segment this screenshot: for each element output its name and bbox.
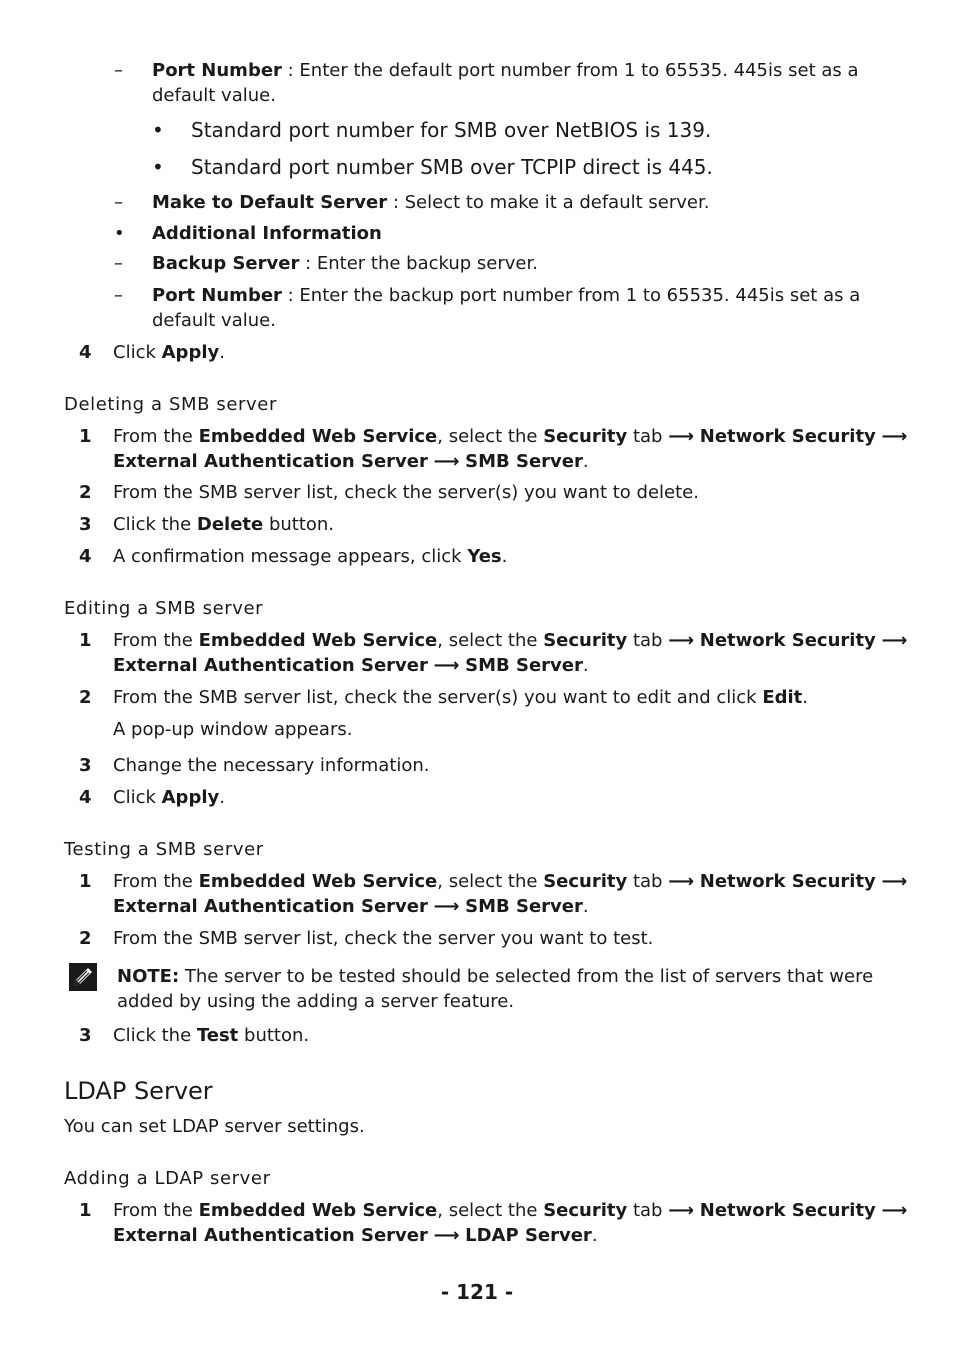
arrow-icon: ⟶: [668, 426, 695, 447]
list-item: Port Number : Enter the backup port number from 1 to 65535. 445is set as a: [152, 285, 861, 306]
step-text-continuation: External Authentication Server ⟶ SMB Server.: [113, 451, 589, 472]
note-pencil-icon: [68, 962, 98, 992]
arrow-icon: ⟶: [433, 1225, 460, 1246]
list-item: Standard port number SMB over TCPIP direct is 445.: [191, 155, 713, 179]
bullet-marker: •: [152, 155, 164, 179]
arrow-icon: ⟶: [668, 630, 695, 651]
step-text: Click Apply.: [113, 342, 225, 363]
step-text: From the Embedded Web Service, select the Security tab ⟶ Network Security ⟶: [113, 871, 908, 892]
section-heading: Deleting a SMB server: [64, 394, 277, 415]
list-item: Standard port number for SMB over NetBIOS is 139.: [191, 118, 712, 142]
section-intro: You can set LDAP server settings.: [64, 1116, 365, 1137]
dash-marker: –: [114, 253, 123, 274]
dash-marker: –: [114, 192, 123, 213]
step-number: 2: [79, 482, 92, 503]
step-number: 2: [79, 687, 92, 708]
step-text: From the Embedded Web Service, select the Security tab ⟶ Network Security ⟶: [113, 630, 908, 651]
step-number: 1: [79, 871, 92, 892]
arrow-icon: ⟶: [433, 896, 460, 917]
arrow-icon: ⟶: [668, 871, 695, 892]
page-number: - 121 -: [440, 1280, 514, 1304]
step-text: Click the Test button.: [113, 1025, 310, 1046]
step-text-continuation: External Authentication Server ⟶ SMB Server.: [113, 896, 589, 917]
arrow-icon: ⟶: [433, 655, 460, 676]
list-item: Additional Information: [152, 223, 382, 244]
section-heading: Editing a SMB server: [64, 598, 264, 619]
step-number: 3: [79, 514, 92, 535]
step-text: From the SMB server list, check the server(s) you want to edit and click Edit.: [113, 687, 809, 708]
arrow-icon: ⟶: [881, 871, 908, 892]
step-text: Change the necessary information.: [113, 755, 430, 776]
dash-marker: –: [114, 285, 123, 306]
step-text: A confirmation message appears, click Yes.: [113, 546, 508, 567]
step-text: Click the Delete button.: [113, 514, 335, 535]
note-text-continuation: added by using the adding a server feature.: [117, 991, 515, 1012]
step-number: 2: [79, 928, 92, 949]
step-text-continuation: External Authentication Server ⟶ SMB Server.: [113, 655, 589, 676]
section-heading: Testing a SMB server: [64, 839, 264, 860]
step-number: 3: [79, 755, 92, 776]
arrow-icon: ⟶: [881, 1200, 908, 1221]
list-item: Make to Default Server : Select to make it a default server.: [152, 192, 710, 213]
step-text: From the Embedded Web Service, select the Security tab ⟶ Network Security ⟶: [113, 1200, 908, 1221]
bullet-marker: •: [114, 223, 125, 244]
step-text-continuation: External Authentication Server ⟶ LDAP Server.: [113, 1225, 598, 1246]
bullet-marker: •: [152, 118, 164, 142]
step-number: 4: [79, 546, 92, 567]
note-text: NOTE: The server to be tested should be selected from the list of servers that were: [117, 966, 874, 987]
list-item-continuation: default value.: [152, 85, 276, 106]
arrow-icon: ⟶: [433, 451, 460, 472]
step-number: 4: [79, 787, 92, 808]
arrow-icon: ⟶: [668, 1200, 695, 1221]
dash-marker: –: [114, 60, 123, 81]
step-number: 4: [79, 342, 92, 363]
arrow-icon: ⟶: [881, 426, 908, 447]
step-text: From the Embedded Web Service, select the Security tab ⟶ Network Security ⟶: [113, 426, 908, 447]
step-subtext: A pop-up window appears.: [113, 719, 353, 740]
step-number: 1: [79, 1200, 92, 1221]
arrow-icon: ⟶: [881, 630, 908, 651]
section-title: LDAP Server: [64, 1077, 213, 1105]
list-item-continuation: default value.: [152, 310, 276, 331]
step-text: From the SMB server list, check the server you want to test.: [113, 928, 654, 949]
list-item: Backup Server : Enter the backup server.: [152, 253, 538, 274]
step-text: Click Apply.: [113, 787, 225, 808]
list-item: Port Number : Enter the default port number from 1 to 65535. 445is set as a: [152, 60, 859, 81]
step-number: 3: [79, 1025, 92, 1046]
step-text: From the SMB server list, check the server(s) you want to delete.: [113, 482, 699, 503]
section-heading: Adding a LDAP server: [64, 1168, 271, 1189]
step-number: 1: [79, 426, 92, 447]
step-number: 1: [79, 630, 92, 651]
